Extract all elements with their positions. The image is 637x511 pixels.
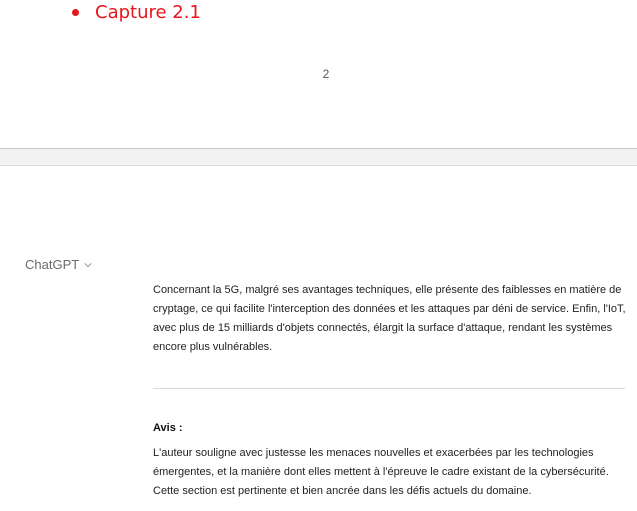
chevron-down-icon: [84, 261, 92, 269]
model-selector[interactable]: [25, 257, 92, 272]
avis-heading: Avis :: [153, 422, 183, 434]
bullet-dot-icon: [72, 9, 79, 16]
assistant-message: [153, 281, 628, 501]
message-paragraph-avis: L'auteur souligne avec justesse les menaces nouvelles et exacerbées par les technologies émergentes, et la manière dont elles mettent à l'épreuve le cadre existant de la cybersécurité. Cette section est pertinente et bien ancrée dans les défis actuels du domaine.: [153, 447, 609, 497]
capture-heading-text: Capture 2.1: [95, 1, 201, 23]
model-selector-label: ChatGPT: [25, 257, 80, 272]
page-number: 2: [322, 67, 330, 81]
page-break-divider: [0, 148, 637, 166]
section-divider: [153, 388, 625, 389]
message-paragraph-5g-iot: Concernant la 5G, malgré ses avantages techniques, elle présente des faiblesses en matière de cryptage, ce qui facilite l'interception des données et les attaques par déni de service. Enfin, l'IoT, avec plus de 15 milliards d'objets connectés, élargit la surface d'attaque, rendant les systèmes encore plus vulnérables.: [153, 284, 626, 353]
capture-heading: [72, 0, 201, 24]
